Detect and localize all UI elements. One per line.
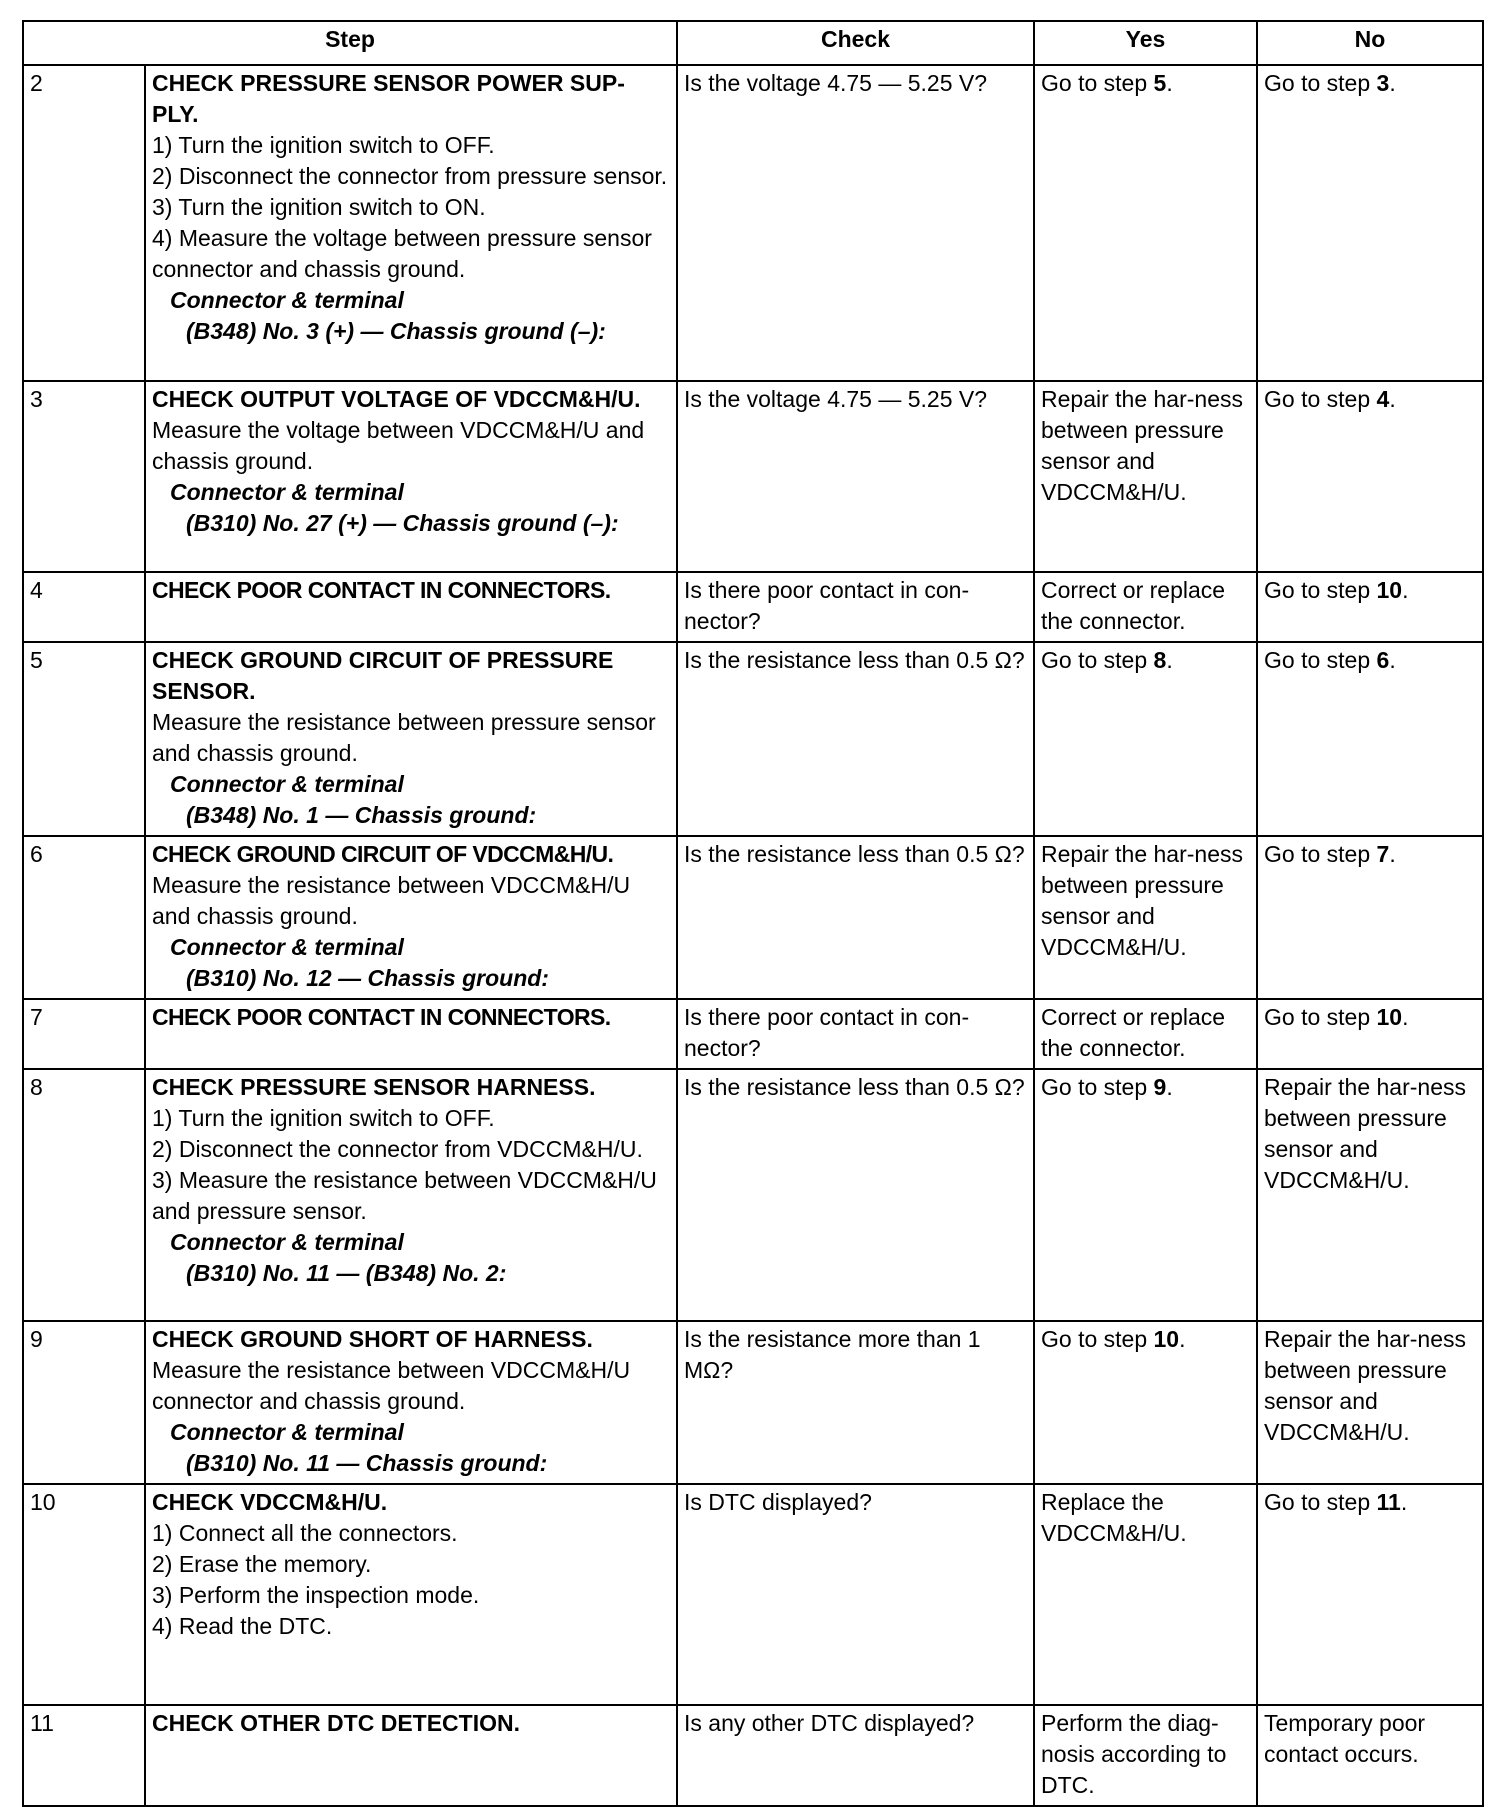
yes-text: Go to step bbox=[1041, 70, 1154, 96]
step-title: CHECK POOR CONTACT IN CONNECTORS. bbox=[152, 577, 611, 603]
step-instruction: 1) Turn the ignition switch to OFF. bbox=[152, 1105, 495, 1131]
no-action: Repair the har-ness between pressure sensor and VDCCM&H/U. bbox=[1257, 1069, 1483, 1321]
step-instruction: 4) Read the DTC. bbox=[152, 1613, 333, 1639]
yes-action: Correct or replace the connector. bbox=[1034, 572, 1257, 642]
yes-action: Perform the diag-nosis according to DTC. bbox=[1034, 1705, 1257, 1806]
yes-step-ref: 8 bbox=[1153, 647, 1167, 673]
yes-action: Repair the har-ness between pressure sensor and VDCCM&H/U. bbox=[1034, 381, 1257, 572]
step-title: CHECK OTHER DTC DETECTION. bbox=[152, 1710, 520, 1736]
step-instruction: 1) Connect all the connectors. bbox=[152, 1520, 458, 1546]
step-instruction: 1) Turn the ignition switch to OFF. bbox=[152, 132, 495, 158]
header-row bbox=[23, 21, 1483, 65]
yes-step-ref: 10 bbox=[1153, 1326, 1180, 1352]
step-instruction: Measure the resistance between pressure sensor and chassis ground. bbox=[152, 709, 656, 766]
no-step-ref: 11 bbox=[1376, 1489, 1401, 1515]
step-title: CHECK PRESSURE SENSOR HARNESS. bbox=[152, 1074, 596, 1100]
header-step: Step bbox=[23, 21, 677, 65]
diagnostic-table bbox=[22, 20, 1484, 1807]
step-description bbox=[145, 1069, 677, 1321]
step-instruction: 3) Turn the ignition switch to ON. bbox=[152, 194, 486, 220]
step-instruction: Measure the resistance between VDCCM&H/U connector and chassis ground. bbox=[152, 1357, 631, 1414]
no-action: Go to step 7. bbox=[1257, 836, 1483, 999]
no-text: Go to step bbox=[1264, 577, 1377, 603]
no-action: Go to step 11. bbox=[1257, 1484, 1483, 1705]
connector-terminal-label: Connector & terminal bbox=[170, 934, 404, 960]
yes-action: Correct or replace the connector. bbox=[1034, 999, 1257, 1069]
check-question: Is the resistance more than 1 MΩ? bbox=[677, 1321, 1034, 1484]
no-step-ref: 10 bbox=[1376, 577, 1403, 603]
step-instruction: Measure the resistance between VDCCM&H/U and chassis ground. bbox=[152, 872, 631, 929]
step-description bbox=[145, 65, 677, 381]
connector-terminal-label: Connector & terminal bbox=[170, 771, 404, 797]
no-text: Go to step bbox=[1264, 1004, 1377, 1030]
step-instruction: 2) Disconnect the connector from VDCCM&H/U. bbox=[152, 1136, 643, 1162]
connector-terminal-value: (B310) No. 27 (+) — Chassis ground (–): bbox=[186, 510, 619, 536]
connector-terminal-label: Connector & terminal bbox=[170, 479, 404, 505]
step-number: 8 bbox=[23, 1069, 145, 1321]
table-row bbox=[23, 1321, 1483, 1484]
check-question: Is DTC displayed? bbox=[677, 1484, 1034, 1705]
yes-text: Go to step bbox=[1041, 647, 1154, 673]
step-number: 10 bbox=[23, 1484, 145, 1705]
step-title: CHECK GROUND SHORT OF HARNESS. bbox=[152, 1326, 593, 1352]
connector-terminal-label: Connector & terminal bbox=[170, 287, 404, 313]
table-row bbox=[23, 1484, 1483, 1705]
table-row bbox=[23, 572, 1483, 642]
step-description bbox=[145, 642, 677, 836]
table-row bbox=[23, 642, 1483, 836]
step-number: 4 bbox=[23, 572, 145, 642]
step-description bbox=[145, 999, 677, 1069]
table-row bbox=[23, 1705, 1483, 1806]
step-instruction: 3) Measure the resistance between VDCCM&H/U and pressure sensor. bbox=[152, 1167, 657, 1224]
no-step-ref: 10 bbox=[1376, 1004, 1403, 1030]
connector-terminal-label: Connector & terminal bbox=[170, 1419, 404, 1445]
yes-step-ref: 5 bbox=[1153, 70, 1167, 96]
step-description bbox=[145, 1705, 677, 1806]
no-action: Go to step 10. bbox=[1257, 999, 1483, 1069]
step-instruction: 2) Disconnect the connector from pressure sensor. bbox=[152, 163, 668, 189]
step-description bbox=[145, 1484, 677, 1705]
step-number: 3 bbox=[23, 381, 145, 572]
no-action: Temporary poor contact occurs. bbox=[1257, 1705, 1483, 1806]
check-question: Is there poor contact in con-nector? bbox=[677, 572, 1034, 642]
step-description bbox=[145, 381, 677, 572]
step-number: 7 bbox=[23, 999, 145, 1069]
no-text: Go to step bbox=[1264, 841, 1377, 867]
table-row bbox=[23, 836, 1483, 999]
table-row bbox=[23, 1069, 1483, 1321]
no-step-ref: 7 bbox=[1376, 841, 1390, 867]
step-instruction: 2) Erase the memory. bbox=[152, 1551, 372, 1577]
step-description bbox=[145, 836, 677, 999]
step-number: 2 bbox=[23, 65, 145, 381]
step-number: 11 bbox=[23, 1705, 145, 1806]
no-action: Go to step 3. bbox=[1257, 65, 1483, 381]
no-step-ref: 4 bbox=[1376, 386, 1390, 412]
yes-action: Go to step 9. bbox=[1034, 1069, 1257, 1321]
step-title: CHECK GROUND CIRCUIT OF VDCCM&H/U. bbox=[152, 841, 614, 867]
check-question: Is the voltage 4.75 — 5.25 V? bbox=[677, 65, 1034, 381]
step-title: CHECK OUTPUT VOLTAGE OF VDCCM&H/U. bbox=[152, 386, 641, 412]
no-action: Go to step 4. bbox=[1257, 381, 1483, 572]
step-instruction: 3) Perform the inspection mode. bbox=[152, 1582, 480, 1608]
yes-action: Go to step 10. bbox=[1034, 1321, 1257, 1484]
yes-action: Go to step 5. bbox=[1034, 65, 1257, 381]
step-number: 9 bbox=[23, 1321, 145, 1484]
no-text: Go to step bbox=[1264, 386, 1377, 412]
no-text: Go to step bbox=[1264, 1489, 1377, 1515]
step-number: 6 bbox=[23, 836, 145, 999]
connector-terminal-value: (B310) No. 12 — Chassis ground: bbox=[186, 965, 549, 991]
step-title: CHECK PRESSURE SENSOR POWER SUP-PLY. bbox=[152, 70, 625, 127]
connector-terminal-value: (B310) No. 11 — Chassis ground: bbox=[186, 1450, 548, 1476]
yes-text: Go to step bbox=[1041, 1326, 1154, 1352]
check-question: Is the resistance less than 0.5 Ω? bbox=[677, 836, 1034, 999]
no-text: Go to step bbox=[1264, 647, 1377, 673]
no-step-ref: 3 bbox=[1376, 70, 1390, 96]
header-yes: Yes bbox=[1034, 21, 1257, 65]
step-title: CHECK VDCCM&H/U. bbox=[152, 1489, 388, 1515]
check-question: Is any other DTC displayed? bbox=[677, 1705, 1034, 1806]
check-question: Is the resistance less than 0.5 Ω? bbox=[677, 1069, 1034, 1321]
step-description bbox=[145, 1321, 677, 1484]
check-question: Is the resistance less than 0.5 Ω? bbox=[677, 642, 1034, 836]
yes-text: Go to step bbox=[1041, 1074, 1154, 1100]
diagnostic-procedure-page bbox=[22, 20, 1482, 1807]
connector-terminal-value: (B310) No. 11 — (B348) No. 2: bbox=[186, 1260, 507, 1286]
step-number: 5 bbox=[23, 642, 145, 836]
step-instruction: 4) Measure the voltage between pressure sensor connector and chassis ground. bbox=[152, 225, 652, 282]
no-action: Go to step 6. bbox=[1257, 642, 1483, 836]
header-check: Check bbox=[677, 21, 1034, 65]
step-title: CHECK GROUND CIRCUIT OF PRESSURE SENSOR. bbox=[152, 647, 614, 704]
connector-terminal-value: (B348) No. 1 — Chassis ground: bbox=[186, 802, 537, 828]
check-question: Is the voltage 4.75 — 5.25 V? bbox=[677, 381, 1034, 572]
connector-terminal-value: (B348) No. 3 (+) — Chassis ground (–): bbox=[186, 318, 606, 344]
no-text: Go to step bbox=[1264, 70, 1377, 96]
step-description bbox=[145, 572, 677, 642]
yes-step-ref: 9 bbox=[1153, 1074, 1167, 1100]
table-row bbox=[23, 65, 1483, 381]
step-instruction: Measure the voltage between VDCCM&H/U and chassis ground. bbox=[152, 417, 645, 474]
yes-action: Replace the VDCCM&H/U. bbox=[1034, 1484, 1257, 1705]
table-row bbox=[23, 999, 1483, 1069]
connector-terminal-label: Connector & terminal bbox=[170, 1229, 404, 1255]
no-action: Go to step 10. bbox=[1257, 572, 1483, 642]
no-step-ref: 6 bbox=[1376, 647, 1390, 673]
check-question: Is there poor contact in con-nector? bbox=[677, 999, 1034, 1069]
header-no: No bbox=[1257, 21, 1483, 65]
table-row bbox=[23, 381, 1483, 572]
no-action: Repair the har-ness between pressure sensor and VDCCM&H/U. bbox=[1257, 1321, 1483, 1484]
yes-action: Repair the har-ness between pressure sensor and VDCCM&H/U. bbox=[1034, 836, 1257, 999]
yes-action: Go to step 8. bbox=[1034, 642, 1257, 836]
step-title: CHECK POOR CONTACT IN CONNECTORS. bbox=[152, 1004, 611, 1030]
